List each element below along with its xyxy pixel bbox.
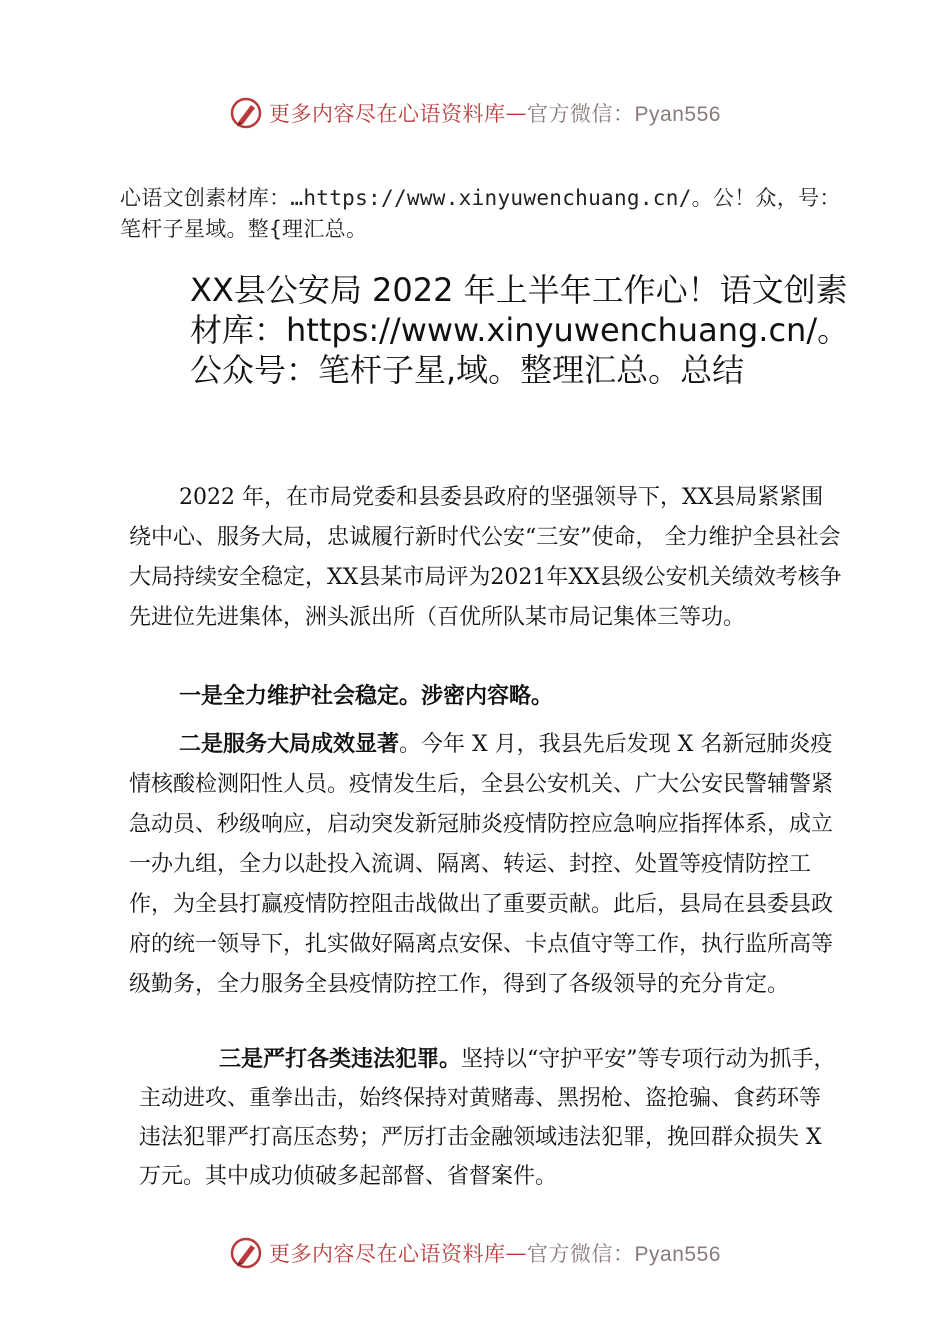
paragraph-crime-body: 坚持以“守护平安”等专项行动为抓手，主动进攻、重拳出击，始终保持对黄赌毒、黑拐枪、盗抢骗、食药环等违法犯罪严打高压态势；严厉打击金融领域违法犯罪，挽回群众损失 X 万元。其中成功侦破多起部督、省督案件。 <box>139 1047 836 1189</box>
paragraph-stability-text: 一是全力维护社会稳定。涉密内容略。 <box>179 683 554 709</box>
document-title: XX县公安局 2022 年上半年工作心！语文创素材库：https://www.xinyuwenchuang.cn/。公众号：笔杆子星,域。整理汇总。总结 <box>190 271 850 389</box>
paragraph-stability <box>179 676 845 717</box>
paragraph-service-lead: 二是服务大局成效显著 <box>179 731 400 757</box>
paragraph-service-body: 。今年 X 月，我县先后发现 X 名新冠肺炎疫情核酸检测阳性人员。疫情发生后，全县公安机关、广大公安民警辅警紧急动员、秒级响应，启动突发新冠肺炎疫情防控应急响应指挥体系，成立一办九组，全力以赴投入流调、隔离、转运、封控、处置等疫情防控工作，为全县打赢疫情防控阻击战做出了重要贡献。此后，县局在县委县政府的统一领导下，扎实做好隔离点安保、卡点值守等工作，执行监所高等级勤务，全力服务全县疫情防控工作，得到了各级领导的充分肯定。 <box>129 732 834 997</box>
footer-banner <box>0 1233 950 1273</box>
paragraph-crime <box>139 1040 839 1196</box>
banner-brand: 更多内容尽在心语资料库 <box>269 102 506 126</box>
paragraph-intro: 2022 年，在市局党委和县委县政府的坚强领导下，XX县局紧紧围绕中心、服务大局，忠诚履行新时代公安“三安”使命， 全力维护全县社会大局持续安全稳定，XX县某市局评为2021年XX县级公安机关绩效考核争先进位先进集体，洲头派出所（百优所队某市局记集体三等功。 <box>129 485 842 630</box>
pen-logo-icon <box>229 96 263 130</box>
banner-brand: 更多内容尽在心语资料库 <box>269 1242 506 1266</box>
banner-wechat: 官方微信：Pyan556 <box>527 1243 721 1266</box>
banner-wechat: 官方微信：Pyan556 <box>527 103 721 126</box>
banner-dash: — <box>505 101 528 125</box>
paragraph-service <box>129 724 845 1005</box>
source-note: 心语文创素材库：…https://www.xinyuwenchuang.cn/。公！众，号：笔杆子星域。整{理汇总。 <box>120 186 841 241</box>
pen-logo-icon <box>229 1236 263 1270</box>
paragraph-crime-lead: 三是严打各类违法犯罪。 <box>219 1046 462 1072</box>
banner-dash: — <box>505 1241 528 1265</box>
header-banner <box>0 93 950 133</box>
